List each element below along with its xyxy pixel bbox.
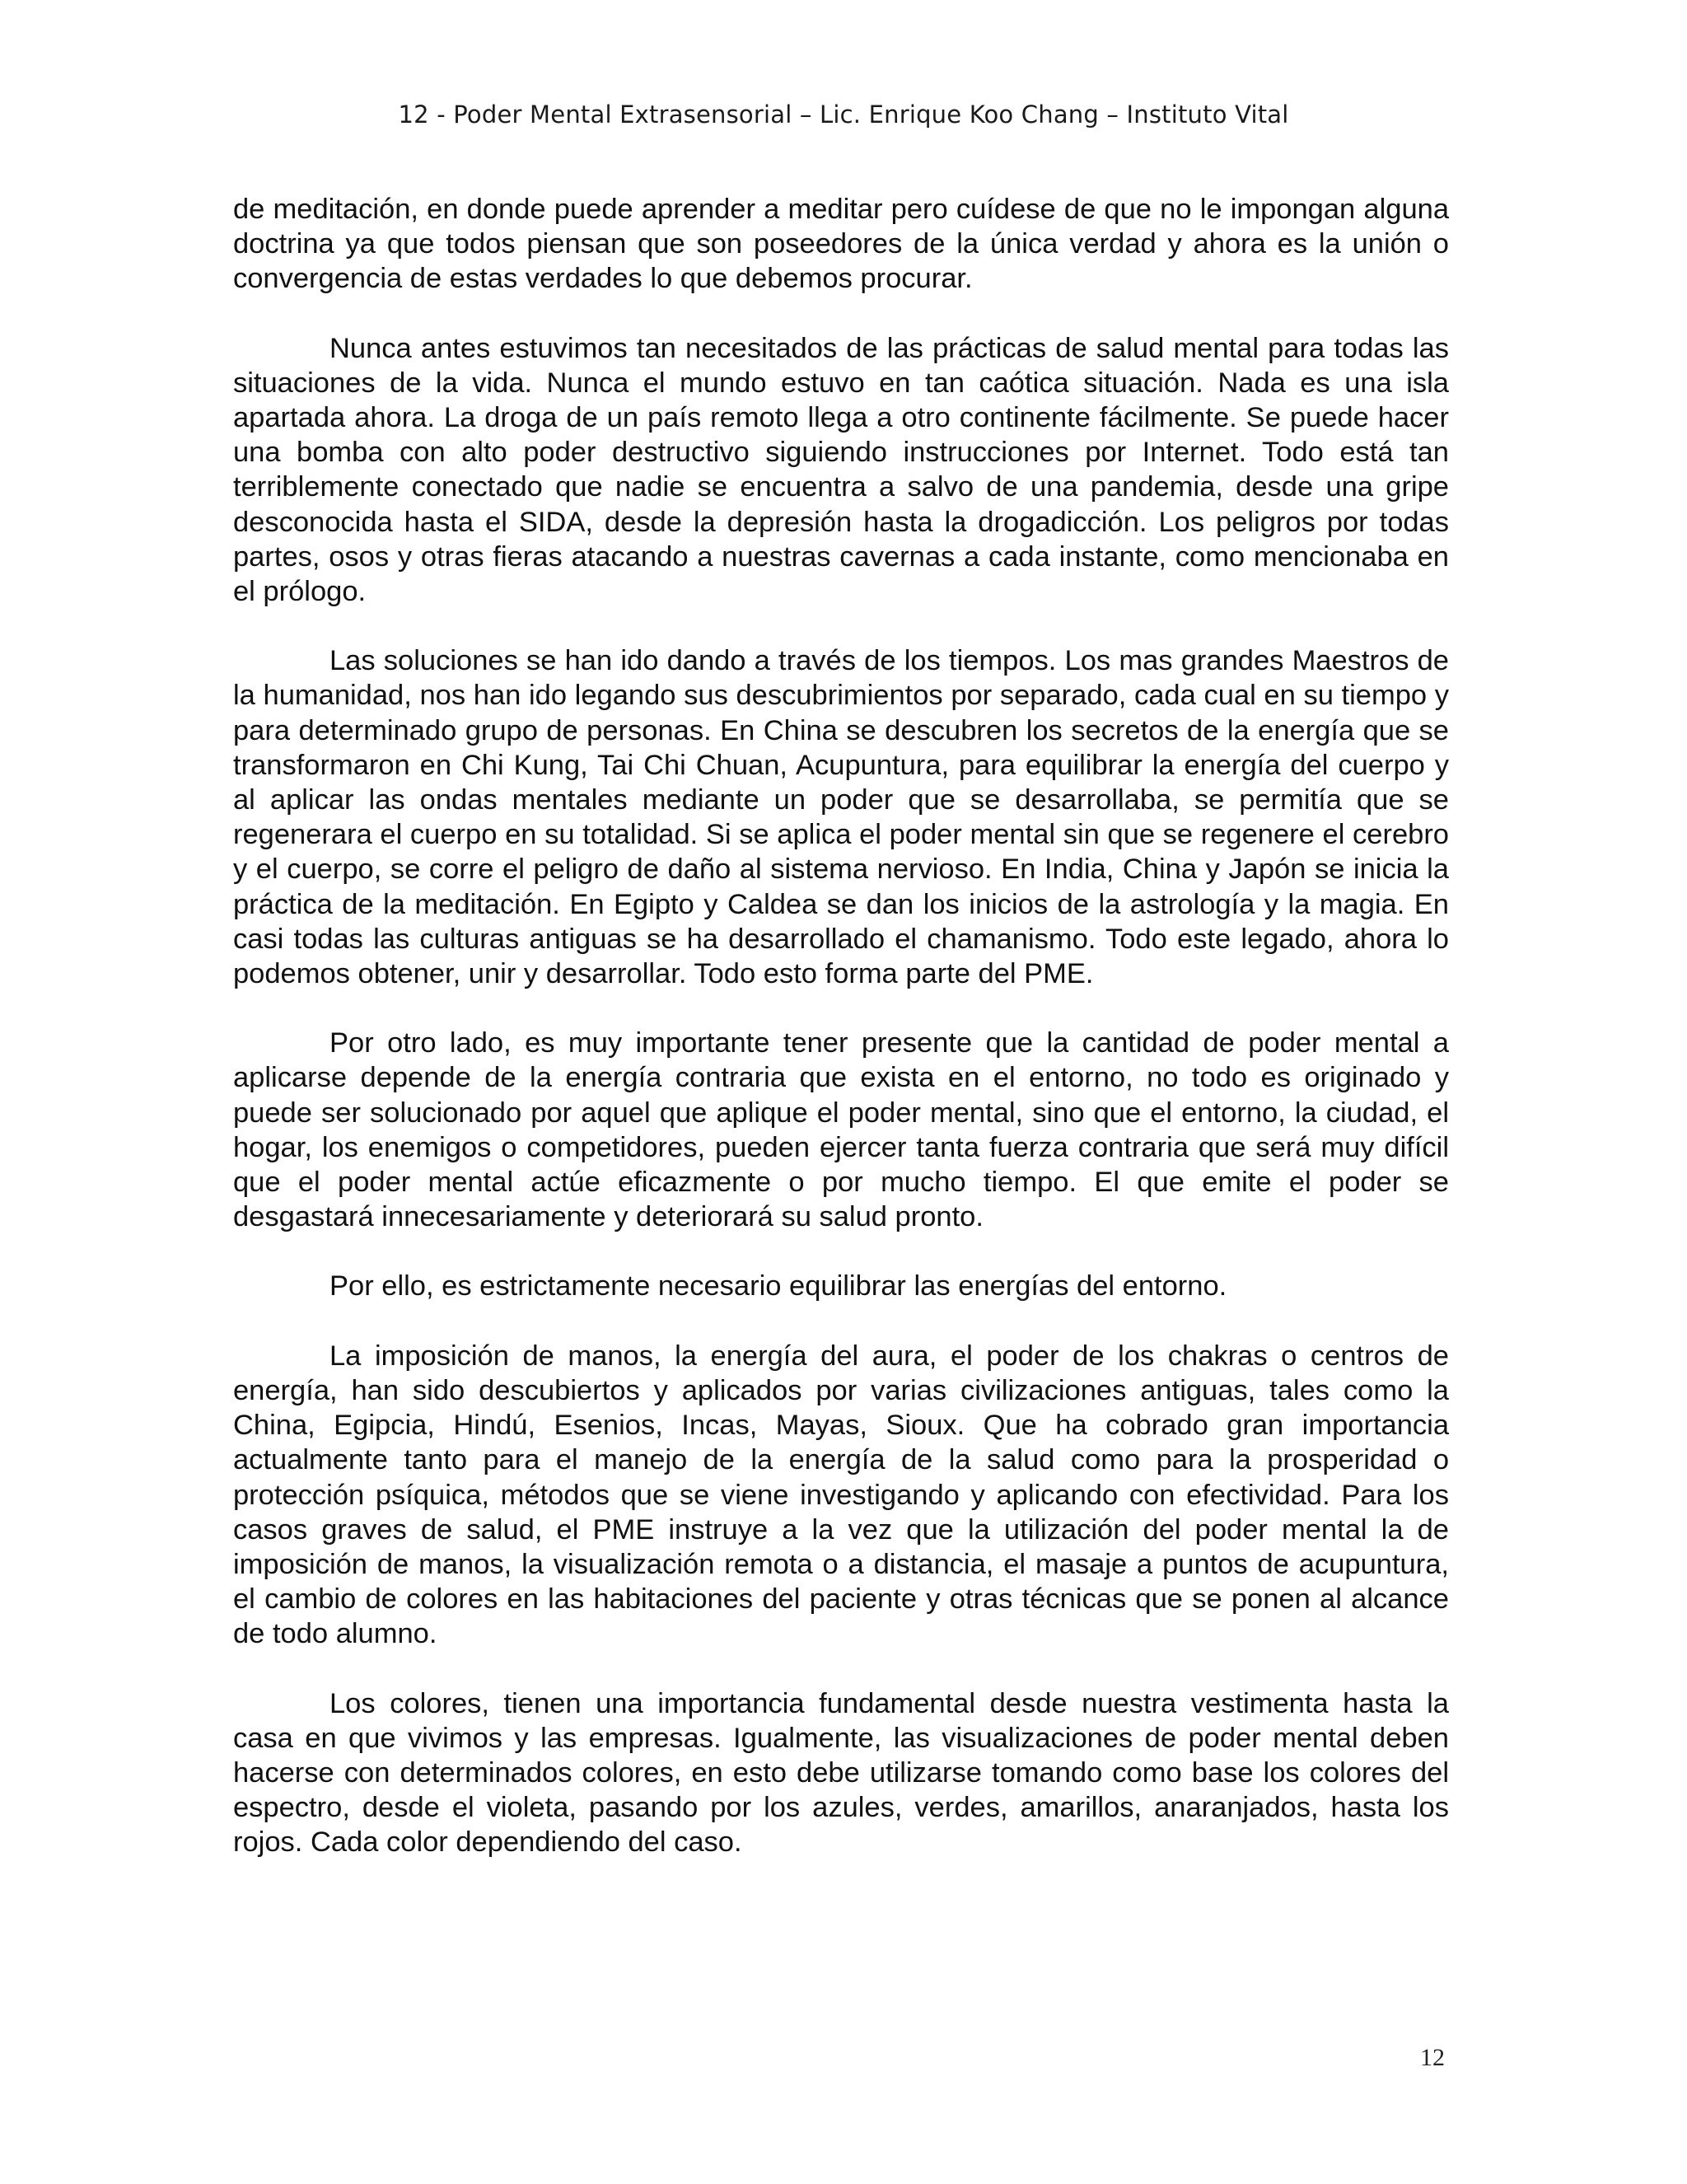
paragraph: Por otro lado, es muy importante tener presente que la cantidad de poder mental a aplicarse depende de la energía contraria que exista en el entorno, no todo es originado y puede ser solucionado por aquel que aplique el poder mental, sino que el entorno, la ciudad, el hogar, los enemigos o competidores, pueden ejercer tanta fuerza contraria que será muy difícil que el poder mental actúe eficazmente o por mucho tiempo. El que emite el poder se desgastará innecesariamente y deteriorará su salud pronto. [233,1027,1449,1233]
paragraph: La imposición de manos, la energía del aura, el poder de los chakras o centros de energía, han sido descubiertos y aplicados por varias civilizaciones antiguas, tales como la China, Egipcia, Hindú, Esenios, Incas, Mayas, Sioux. Que ha cobrado gran importancia actualmente tanto para el manejo de la energía de la salud como para la prosperidad o protección psíquica, métodos que se viene investigando y aplicando con efectividad. Para los casos graves de salud, el PME instruye a la vez que la utilización del poder mental la de imposición de manos, la visualización remota o a distancia, el masaje a puntos de acupuntura, el cambio de colores en las habitaciones del paciente y otras técnicas que se ponen al alcance de todo alumno. [233,1340,1449,1650]
page-number: 12 [1420,2044,1445,2071]
paragraph: Por ello, es estrictamente necesario equilibrar las energías del entorno. [329,1270,1227,1302]
paragraph: Los colores, tienen una importancia fundamental desde nuestra vestimenta hasta la casa en que vivimos y las empresas. Igualmente, las visualizaciones de poder mental deben hacerse con determinados colores, en esto debe utilizarse tomando como base los colores del espectro, desde el violeta, pasando por los azules, verdes, amarillos, anaranjados, hasta los rojos. Cada color dependiendo del caso. [233,1687,1449,1859]
body-text [233,192,1449,1895]
paragraph-continuation: de meditación, en donde puede aprender a meditar pero cuídese de que no le impongan alguna doctrina ya que todos piensan que son poseedores de la única verdad y ahora es la unión o convergencia de estas verdades lo que debemos procurar. [233,194,1449,295]
paragraph: Las soluciones se han ido dando a través de los tiempos. Los mas grandes Maestros de la humanidad, nos han ido legando sus descubrimientos por separado, cada cual en su tiempo y para determinado grupo de personas. En China se descubren los secretos de la energía que se transformaron en Chi Kung, Tai Chi Chuan, Acupuntura, para equilibrar la energía del cuerpo y al aplicar las ondas mentales mediante un poder que se desarrollaba, se permitía que se regenerara el cuerpo en su totalidad. Si se aplica el poder mental sin que se regenere el cerebro y el cuerpo, se corre el peligro de daño al sistema nervioso. En India, China y Japón se inicia la práctica de la meditación. En Egipto y Caldea se dan los inicios de la astrología y la magia. En casi todas las culturas antiguas se ha desarrollado el chamanismo. Todo este legado, ahora lo podemos obtener, unir y desarrollar. Todo esto forma parte del PME. [233,645,1449,990]
paragraph: Nunca antes estuvimos tan necesitados de las prácticas de salud mental para todas las situaciones de la vida. Nunca el mundo estuvo en tan caótica situación. Nada es una isla apartada ahora. La droga de un país remoto llega a otro continente fácilmente. Se puede hacer una bomba con alto poder destructivo siguiendo instrucciones por Internet. Todo está tan terriblemente conectado que nadie se encuentra a salvo de una pandemia, desde una gripe desconocida hasta el SIDA, desde la depresión hasta la drogadicción. Los peligros por todas partes, osos y otras fieras atacando a nuestras cavernas a cada instante, como mencionaba en el prólogo. [233,332,1449,608]
running-header: 12 - Poder Mental Extrasensorial – Lic. Enrique Koo Chang – Instituto Vital [398,101,1289,129]
